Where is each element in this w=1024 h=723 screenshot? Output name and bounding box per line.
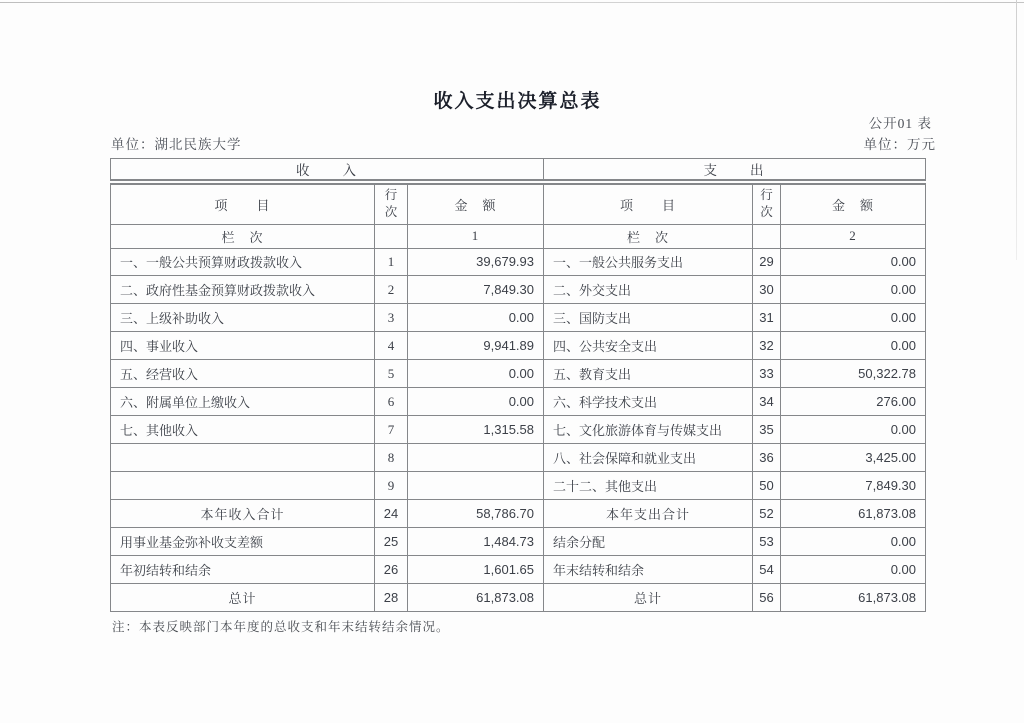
expense-line-no-cell: 54 [753, 555, 781, 583]
income-line-no-cell: 8 [375, 444, 408, 472]
expense-line-no-cell: 53 [753, 528, 781, 556]
table-row [111, 583, 926, 611]
expense-amount-cell: 50,322.78 [781, 360, 926, 388]
income-line-no-column-header [375, 182, 408, 224]
income-item-cell: 用事业基金弥补收支差额 [111, 528, 375, 556]
table-body [111, 248, 926, 612]
income-line-no-cell: 4 [375, 332, 408, 360]
expense-line-no-cell: 35 [753, 416, 781, 444]
income-item-cell: 三、上级补助收入 [111, 304, 375, 332]
table-row [111, 332, 926, 360]
expense-item-cell: 结余分配 [544, 528, 753, 556]
final-accounts-table [110, 158, 926, 612]
column-index-row [111, 224, 926, 248]
income-column-index: 1 [408, 224, 544, 248]
expense-section-header: 支 出 [544, 159, 926, 183]
expense-amount-cell: 0.00 [781, 416, 926, 444]
expense-amount-cell: 61,873.08 [781, 583, 926, 611]
expense-item-column-header: 项 目 [544, 182, 753, 224]
expense-line-no-cell: 31 [753, 304, 781, 332]
income-item-cell: 二、政府性基金预算财政拨款收入 [111, 276, 375, 304]
table-head [111, 159, 926, 249]
income-item-cell: 六、附属单位上缴收入 [111, 388, 375, 416]
expense-item-cell: 二、外交支出 [544, 276, 753, 304]
income-line-no-cell: 3 [375, 304, 408, 332]
expense-lane-label: 栏 次 [544, 224, 753, 248]
expense-item-cell: 三、国防支出 [544, 304, 753, 332]
income-line-no-cell: 26 [375, 555, 408, 583]
expense-column-index: 2 [781, 224, 926, 248]
expense-amount-cell: 0.00 [781, 528, 926, 556]
table-row [111, 248, 926, 276]
table-row [111, 555, 926, 583]
income-amount-cell: 1,315.58 [408, 416, 544, 444]
line-no-header-char-bottom: 次 [384, 205, 398, 220]
income-item-cell: 五、经营收入 [111, 360, 375, 388]
expense-line-no-cell: 50 [753, 472, 781, 500]
section-header-row [111, 159, 926, 183]
table-row [111, 360, 926, 388]
table-row [111, 500, 926, 528]
income-line-no-cell: 6 [375, 388, 408, 416]
line-no-header-char-top: 行 [760, 188, 773, 203]
expense-amount-cell: 0.00 [781, 304, 926, 332]
expense-amount-cell: 0.00 [781, 276, 926, 304]
table-row [111, 304, 926, 332]
income-line-no-cell: 7 [375, 416, 408, 444]
expense-amount-cell: 3,425.00 [781, 444, 926, 472]
income-lane-empty-cell [375, 224, 408, 248]
expense-amount-cell: 0.00 [781, 332, 926, 360]
income-line-no-cell: 24 [375, 500, 408, 528]
income-amount-cell: 0.00 [408, 388, 544, 416]
income-item-cell [111, 444, 375, 472]
unit-measure-label: 单位：万元 [863, 137, 936, 152]
income-line-no-cell: 9 [375, 472, 408, 500]
expense-line-no-cell: 29 [753, 248, 781, 276]
expense-amount-cell: 0.00 [781, 555, 926, 583]
table-row [111, 528, 926, 556]
income-amount-cell: 0.00 [408, 360, 544, 388]
income-amount-cell: 58,786.70 [408, 500, 544, 528]
income-item-column-header: 项 目 [111, 182, 375, 224]
income-item-cell: 本年收入合计 [111, 500, 375, 528]
expense-line-no-column-header [753, 182, 781, 224]
expense-amount-cell: 7,849.30 [781, 472, 926, 500]
table-row [111, 388, 926, 416]
income-item-cell: 七、其他收入 [111, 416, 375, 444]
line-no-header-char-top: 行 [384, 188, 398, 203]
income-amount-cell [408, 472, 544, 500]
line-no-header-char-bottom: 次 [760, 205, 773, 220]
income-amount-cell [408, 444, 544, 472]
income-amount-cell: 39,679.93 [408, 248, 544, 276]
income-amount-cell: 0.00 [408, 304, 544, 332]
expense-amount-cell: 61,873.08 [781, 500, 926, 528]
income-line-no-cell: 1 [375, 248, 408, 276]
expense-line-no-cell: 34 [753, 388, 781, 416]
expense-item-cell: 年末结转和结余 [544, 555, 753, 583]
expense-lane-empty-cell [753, 224, 781, 248]
income-amount-cell: 1,601.65 [408, 555, 544, 583]
expense-line-no-cell: 52 [753, 500, 781, 528]
expense-item-cell: 二十二、其他支出 [544, 472, 753, 500]
expense-item-cell: 六、科学技术支出 [544, 388, 753, 416]
income-item-cell: 四、事业收入 [111, 332, 375, 360]
expense-line-no-cell: 32 [753, 332, 781, 360]
income-lane-label: 栏 次 [111, 224, 375, 248]
income-section-header: 收 入 [111, 159, 544, 183]
income-item-cell: 年初结转和结余 [111, 555, 375, 583]
table-row [111, 472, 926, 500]
expense-line-no-cell: 30 [753, 276, 781, 304]
expense-item-cell: 五、教育支出 [544, 360, 753, 388]
expense-amount-cell: 0.00 [781, 248, 926, 276]
page-title: 收入支出决算总表 [433, 91, 602, 112]
income-amount-cell: 7,849.30 [408, 276, 544, 304]
unit-name-label: 单位：湖北民族大学 [111, 137, 242, 152]
scan-edge-artifact-top [0, 2, 1024, 3]
expense-item-cell: 四、公共安全支出 [544, 332, 753, 360]
income-amount-column-header: 金 额 [408, 182, 544, 224]
income-item-cell: 总计 [111, 583, 375, 611]
doc-code-label: 公开01 表 [868, 116, 932, 131]
table-row [111, 276, 926, 304]
income-amount-cell: 61,873.08 [408, 583, 544, 611]
expense-item-cell: 八、社会保障和就业支出 [544, 444, 753, 472]
income-item-cell: 一、一般公共预算财政拨款收入 [111, 248, 375, 276]
income-line-no-cell: 25 [375, 528, 408, 556]
table-row [111, 444, 926, 472]
column-header-row [111, 182, 926, 224]
expense-amount-cell: 276.00 [781, 388, 926, 416]
income-amount-cell: 1,484.73 [408, 528, 544, 556]
expense-item-cell: 本年支出合计 [544, 500, 753, 528]
expense-line-no-cell: 36 [753, 444, 781, 472]
income-line-no-cell: 5 [375, 360, 408, 388]
income-amount-cell: 9,941.89 [408, 332, 544, 360]
expense-item-cell: 一、一般公共服务支出 [544, 248, 753, 276]
footnote: 注：本表反映部门本年度的总收支和年末结转结余情况。 [112, 620, 450, 634]
expense-amount-column-header: 金 额 [781, 182, 926, 224]
expense-item-cell: 七、文化旅游体育与传媒支出 [544, 416, 753, 444]
income-line-no-cell: 28 [375, 583, 408, 611]
scan-edge-artifact-right [1016, 0, 1017, 260]
income-line-no-cell: 2 [375, 276, 408, 304]
table-row [111, 416, 926, 444]
expense-line-no-cell: 56 [753, 583, 781, 611]
expense-line-no-cell: 33 [753, 360, 781, 388]
expense-item-cell: 总计 [544, 583, 753, 611]
income-item-cell [111, 472, 375, 500]
